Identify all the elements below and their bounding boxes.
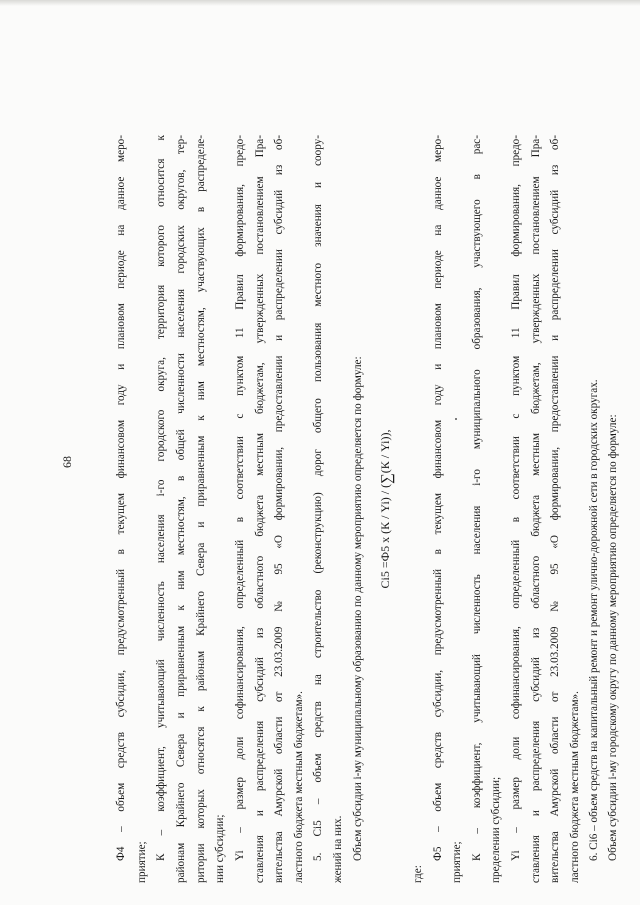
text-line: Объем субсидии i-му муниципальному образованию по данному мероприятию определяется по формуле: (352, 356, 364, 861)
text-line: 6. Ci6 – объем средств на капитальный ремонт и ремонт улично-дорожной сети в городских округах. (588, 379, 600, 861)
text-line: 5. Ci5 – объем средств на строительство (реконструкцию) дорог общего пользования местного значения и соору- (312, 135, 324, 861)
text-line: жений на них. (332, 815, 344, 883)
text-line: пределении субсидии; (490, 776, 502, 883)
text-line: Ф5 – объем средств субсидии, предусмотренный в текущем финансовом году и плановом периоде на данное меро- (432, 135, 444, 861)
text-line: ставления и распределения субсидий из областного бюджета местным бюджетам, утвержденных постановлением Пра- (254, 135, 266, 883)
text-line: нии субсидии; (214, 814, 226, 883)
text-line: Yi – размер доли софинансирования, определенный в соответствии с пунктом 11 Правил формирования, предо- (510, 135, 522, 861)
text-line: вительства Амурской области от 23.03.2009 № 95 «О формировании, предоставлении и распределении субсидий из об- (273, 135, 285, 883)
text-line: ритории которых относятся к районам Крайнего Севера и приравненным к ним местностям, участвующих в распределе- (195, 135, 207, 883)
text-line: Объем субсидии i-му городскому округу по данному мероприятию определяется по формуле: (607, 414, 619, 861)
text-line: приятие; (451, 841, 463, 883)
document-body (0, 135, 640, 883)
text-line: К – коэффициент, учитывающий численность населения i-го городского округа, территория которого относится к (155, 135, 167, 861)
rotated-content (0, 105, 640, 905)
page-number: 68 (60, 456, 74, 468)
text-line: ластного бюджета местным бюджетам». (569, 691, 581, 883)
text-line: ставления и распределения субсидий из областного бюджета местным бюджетам, утвержденных постановлением Пра- (530, 135, 542, 883)
text-line: районам Крайнего Севера и приравненным к ним местностям, в общей численности населения городских округов, тер- (175, 135, 187, 883)
text-line: Ф4 – объем средств субсидии, предусмотренный в текущем финансовом году и плановом периоде на данное меро- (115, 135, 127, 861)
text-line: К – коэффициент, учитывающий численность населения i-го муниципального образования, участвующего в рас- (471, 135, 483, 861)
formula (378, 135, 396, 883)
text-line: вительства Амурской области от 23.03.2009 № 95 «О формировании, предоставлении и распределении субсидий из об- (549, 135, 561, 883)
formula-left: Ci5 =Ф5 x (К / Yi) / ( (378, 483, 392, 589)
text-line: Yi – размер доли софинансирования, определенный в соответствии с пунктом 11 Правил формирования, предо- (234, 135, 246, 861)
formula-right: (К / Yi)), (378, 429, 392, 474)
text-line: ластного бюджета местным бюджетам». (293, 691, 305, 883)
scan-speck (455, 418, 457, 420)
text-line: приятие; (136, 841, 148, 883)
text-line: где: (412, 865, 424, 883)
scan-edge (0, 0, 640, 6)
sum-symbol: ∑ (379, 473, 395, 484)
